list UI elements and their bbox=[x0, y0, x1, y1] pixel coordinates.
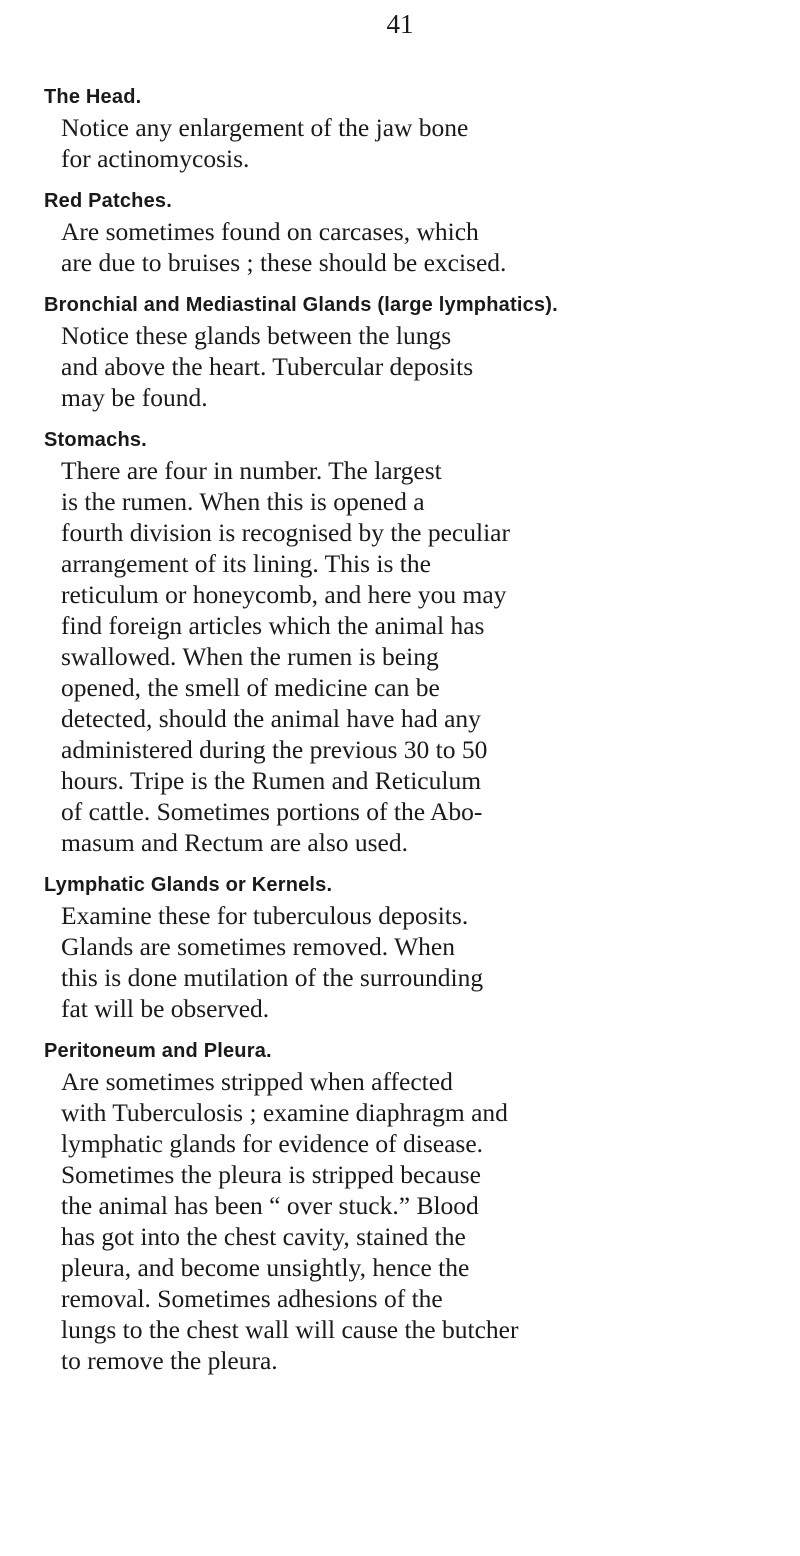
section-stomachs bbox=[44, 427, 784, 858]
section-body: Notice these glands between the lungs and above the heart. Tubercular deposits may be found. bbox=[61, 321, 474, 412]
section-body: Are sometimes found on carcases, which are due to bruises ; these should be excised. bbox=[61, 217, 507, 277]
page-content bbox=[44, 84, 784, 1390]
section-body: There are four in number. The largest is the rumen. When this is opened a fourth division is recognised by the peculiar arrangement of its lining. This is the reticulum or honeycomb, and here you may find foreign articles which the animal has swallowed. When the rumen is being opened, the smell of medicine can be detected, should the animal have had any administered during the previous 30 to 50 hours. Tripe is the Rumen and Reticulum of cattle. Sometimes portions of the Abo- masum and Rectum are also used. bbox=[61, 456, 510, 857]
section-heading: Red Patches. bbox=[44, 190, 173, 212]
section-bronchial-glands bbox=[44, 292, 784, 413]
section-heading: Stomachs. bbox=[44, 429, 147, 451]
section-peritoneum-pleura bbox=[44, 1038, 784, 1376]
section-body: Examine these for tuberculous deposits. Glands are sometimes removed. When this is done mutilation of the surrounding fat will be observed. bbox=[61, 901, 484, 1023]
section-heading: Bronchial and Mediastinal Glands (large lymphatics). bbox=[44, 294, 558, 316]
section-red-patches bbox=[44, 188, 784, 278]
section-body: Are sometimes stripped when affected with Tuberculosis ; examine diaphragm and lymphatic glands for evidence of disease. Sometimes the pleura is stripped because the animal has been “ over stuck.” Blood has got into the chest cavity, stained the pleura, and become unsightly, hence the removal. Sometimes adhesions of the lungs to the chest wall will cause the butcher to remove the pleura. bbox=[61, 1067, 519, 1375]
section-lymphatic-glands bbox=[44, 872, 784, 1024]
section-heading: Lymphatic Glands or Kernels. bbox=[44, 874, 333, 896]
section-the-head bbox=[44, 84, 784, 174]
section-heading: The Head. bbox=[44, 86, 142, 108]
page-number: 41 bbox=[386, 9, 414, 39]
section-body: Notice any enlargement of the jaw bone for actinomycosis. bbox=[61, 113, 469, 173]
section-heading: Peritoneum and Pleura. bbox=[44, 1040, 272, 1062]
